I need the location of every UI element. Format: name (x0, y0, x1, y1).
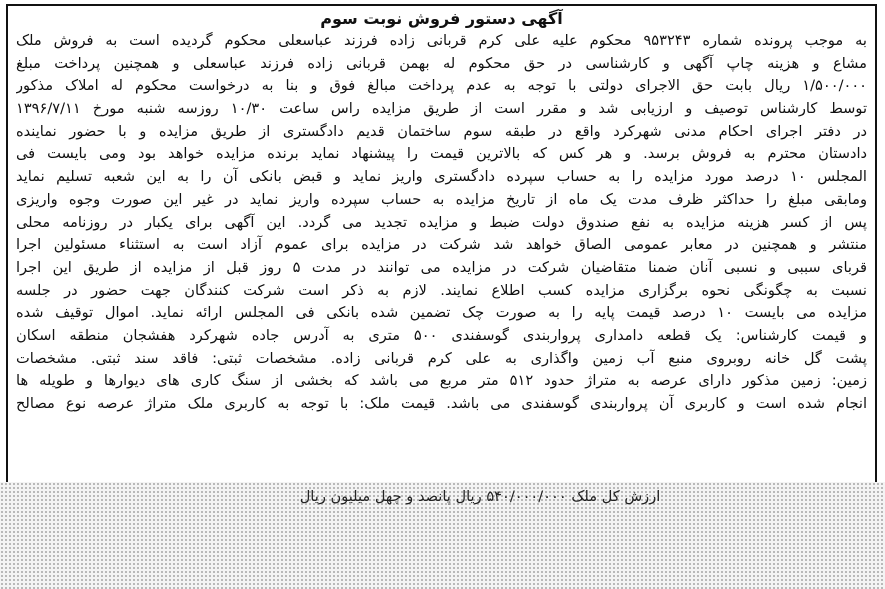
notice-line: به موجب پرونده شماره ۹۵۳۲۴۳ محکوم علیه علی کرم قربانی زاده فرزند عباسعلی محکوم گردیده است به فروش ملک (16, 32, 867, 49)
notice-line: نسبت به چگونگی نحوه برگزاری مزایده کسب اطلاع نمایند. لازم به ذکر است شرکت کنندگان جهت حضور در جلسه (16, 281, 867, 299)
notice-body (8, 30, 875, 416)
notice-line: پشت گل خانه روبروی منبع آب زمین واگذاری به علی کرم قربانی زاده. مشخصات ثبتی: فاقد سند ثبتی. مشخصات (16, 349, 867, 367)
notice-line: در دفتر اجرای احکام مدنی شهرکرد واقع در طبقه سوم ساختمان قدیم دادگستری از طریق مزایده و با حضور نماینده (16, 122, 867, 140)
notice-line: منتشر و همچنین در معابر عمومی الصاق خواهد شد شرکت در مزایده برای عموم آزاد است به استثناء مسئولین اجرا (16, 236, 867, 254)
notice-line: توسط کارشناس توصیف و ارزیابی شد و مقرر است از طریق مزایده راس ساعت ۱۰/۳۰ روزسه شنبه مورخ ۱۳۹۶/۷/۱۱ (16, 100, 867, 118)
notice-cutoff-line: ارزش کل ملک ۵۴۰/۰۰۰/۰۰۰ ریال پانصد و چهل میلیون ریال (299, 488, 661, 505)
notice-line: زمین: زمین مذکور دارای عرصه به متراژ حدود ۵۱۲ متر مربع می باشد که بخشی از سنگ کاری های دیوارها و طویله ها (16, 372, 867, 390)
notice-title: آگهی دستور فروش نوبت سوم (320, 9, 563, 28)
auction-notice (6, 4, 877, 490)
notice-line: و قیمت کارشناس: یک قطعه دامداری پرواربندی گوسفندی ۵۰۰ متری به آدرس جاده شهرکرد هفشجان منطقه اسکان (16, 326, 867, 344)
notice-line: انجام شده است و کاربری آن پرواربندی گوسفندی می باشد. قیمت ملک: با توجه به کاربری ملک متراژ عرصه نوع مصالح (16, 395, 867, 412)
notice-line: پس از کسر هزینه مزایده به نفع صندوق دولت ضبط و مزایده تجدید می گردد. این آگهی برای یکبار در روزنامه محلی (16, 213, 867, 231)
notice-line: مزایده می بایست ۱۰ درصد قیمت پایه را به صورت چک تضمین شده بانکی فی المجلس ارائه نماید. اموال توقیف شده (16, 304, 867, 322)
notice-line: مشاع و هزینه چاپ آگهی و کارشناسی در حق محکوم له بهمن قربانی زاده فرزند عباسعلی و همچنین پرداخت مبلغ (16, 54, 867, 72)
notice-line: قربای سببی و نسبی آنان ضمنا متقاضیان شرکت در مزایده می توانند در مدت ۵ روز قبل از مزایده از طریق این اجرا (16, 258, 867, 276)
notice-line: دادستان محترم به فروش برسد. و هر کس که بالاترین قیمت را پیشنهاد نماید برنده مزایده خواهد بود ومی بایست فی (16, 145, 867, 163)
notice-line: ومابقی مبلغ را حداکثر ظرف مدت یک ماه از تاریخ مزایده به حساب سپرده واریز نماید در غیر این صورت وجوه واریزی (16, 190, 867, 208)
notice-line: ۱/۵۰۰/۰۰۰ ریال بابت حق الاجرای دولتی با توجه به عدم پرداخت مبالغ فوق و بنا به درخواست محکوم له املاک مذکور (16, 77, 867, 95)
notice-line: المجلس ۱۰ درصد مورد مزایده را به حساب سپرده دادگستری واریز نماید و قبض بانکی آن را به این شعبه تسلیم نماید (16, 168, 867, 186)
